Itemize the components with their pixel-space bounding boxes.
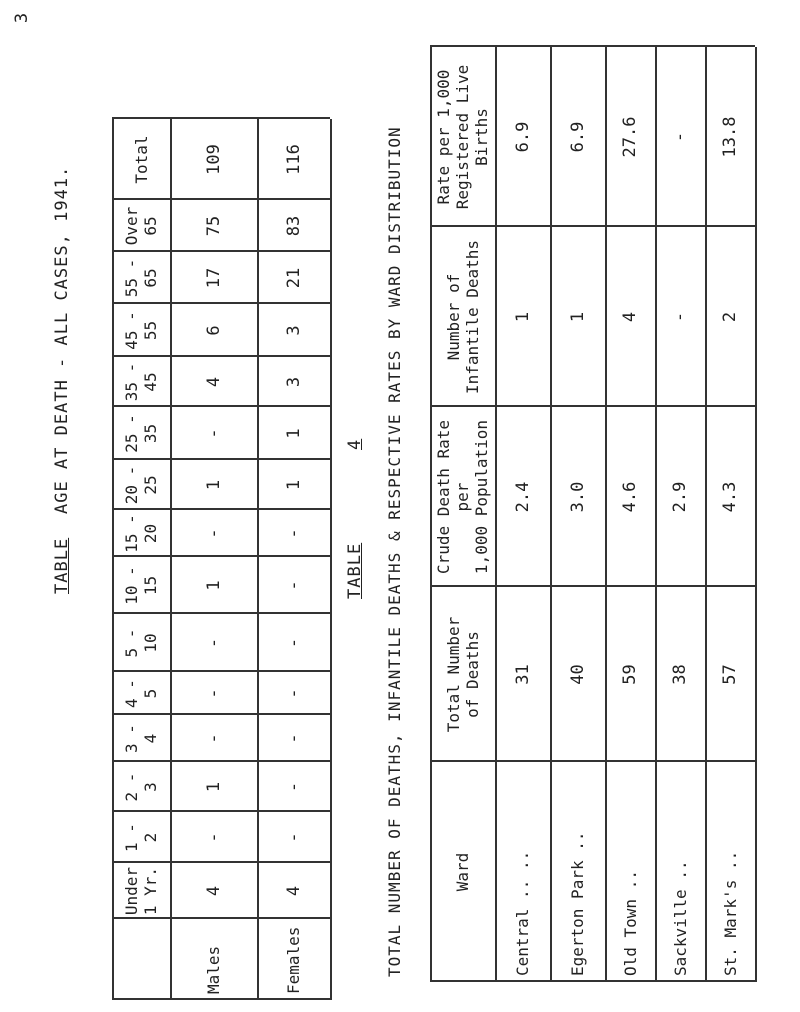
t1-cell: 109 [203,144,224,175]
t2-ward-label: Egerton Park .. [568,831,587,976]
t2-cell: 59 [620,664,640,685]
t1-cell: 1 [283,479,304,491]
t1-cell: - [283,637,304,649]
t2-col-header: Ward [453,852,472,892]
t1-cell: 1 [283,428,304,439]
t1-cell: - [283,528,304,539]
t2-cell: 4.6 [620,481,640,513]
t1-col-header: 4 - 5 [122,679,160,708]
t1-col-header: Over 65 [122,206,160,246]
t2-cell: 4.3 [720,481,740,513]
t2-cell: 6.9 [512,121,533,153]
t1-cell: - [203,733,224,744]
t1-cell: - [283,832,304,843]
t1-hline-3 [330,119,332,1000]
t2-cell: 1 [512,311,533,323]
table1-heading: TABLE [52,537,72,594]
t1-cell: - [283,733,304,744]
table2-number: 4 [345,438,365,450]
t1-col-header: 25 - 35 [122,414,160,453]
t2-ward-label: Old Town .. [620,870,640,976]
t1-cell: 3 [283,376,304,388]
t1-col-header: 2 - 3 [122,772,160,802]
table1-title: AGE AT DEATH - ALL CASES, 1941. [52,165,72,514]
t2-cell: 1 [567,311,588,323]
t1-cell: 4 [283,885,304,897]
t2-cell: 2 [720,311,740,323]
t1-cell: 6 [203,325,224,336]
t1-cell: - [203,832,224,843]
t2-cell: 6.9 [567,121,588,153]
t1-col-header: 15 - 20 [122,514,160,553]
t1-cell: 21 [283,267,304,289]
t2-col-header: Rate per 1,000 Registered Live Births [434,64,491,210]
t1-cell: 4 [203,885,224,897]
t1-cell: 1 [203,479,224,491]
t2-cell: 57 [720,664,740,685]
t1-cell: - [283,580,304,591]
t1-cell: 17 [203,267,224,289]
t2-cell: 2.9 [670,481,690,513]
t1-cell: 1 [203,580,224,591]
t1-cell: 3 [283,325,304,336]
t2-col-header: Number of Infantile Deaths [443,239,482,395]
t1-cell: - [203,528,224,539]
t2-col-header: Total Number of Deaths [443,616,482,733]
t2-ward-label: Central .. .. [513,850,532,976]
t1-cell: - [203,637,224,649]
t1-cell: - [283,688,304,699]
t2-cell: 27.6 [620,116,640,158]
table2-heading [345,543,365,599]
t1-cell: 75 [203,215,224,237]
t1-cell: 116 [283,144,304,175]
t2-cell: - [670,311,690,323]
t1-cell: - [203,428,224,439]
t2-cell: 31 [512,664,533,685]
table2-title: TOTAL NUMBER OF DEATHS, INFANTILE DEATHS & RESPECTIVE RATES BY WARD DISTRIBUTION [385,126,404,977]
t1-col-header: 20 - 25 [122,465,160,505]
page-number: 3 [12,12,32,24]
t1-cell: 4 [203,376,224,388]
t2-cell: 4 [620,311,640,323]
t2-col-header: Crude Death Rate per 1,000 Population [434,419,491,575]
t2-cell: 13.8 [720,116,740,158]
t1-col-header: 35 - 45 [122,362,160,402]
t2-ward-label: St. Mark's .. [720,850,740,976]
t2-cell: 2.4 [512,481,533,513]
t1-col-header: 3 - 4 [122,724,160,753]
t1-row-label: Females [284,926,303,994]
t1-col-header: 55 - 65 [122,258,160,298]
t1-col-header: Total [131,135,151,184]
t2-ward-label: Sackville .. [670,860,690,976]
t1-col-header: 5 - 10 [122,628,160,658]
table2-heading-text: TABLE [345,542,365,599]
t1-cell: - [203,688,224,699]
t1-col-header: Under 1 Yr. [122,866,160,916]
t2-cell: 40 [567,664,588,685]
t1-cell: - [283,781,304,793]
t1-row-label: Males [204,945,223,994]
t2-cell: 3.0 [567,481,588,513]
t1-col-header: 45 - 55 [122,311,160,350]
t1-cell: 83 [283,215,304,237]
t1-col-header: 10 - 15 [122,566,160,605]
t1-col-header: 1 - 2 [122,823,160,852]
t2-hline-6 [755,47,757,982]
t2-cell: - [670,131,690,143]
t2-cell: 38 [670,664,690,685]
t1-cell: 1 [203,781,224,793]
